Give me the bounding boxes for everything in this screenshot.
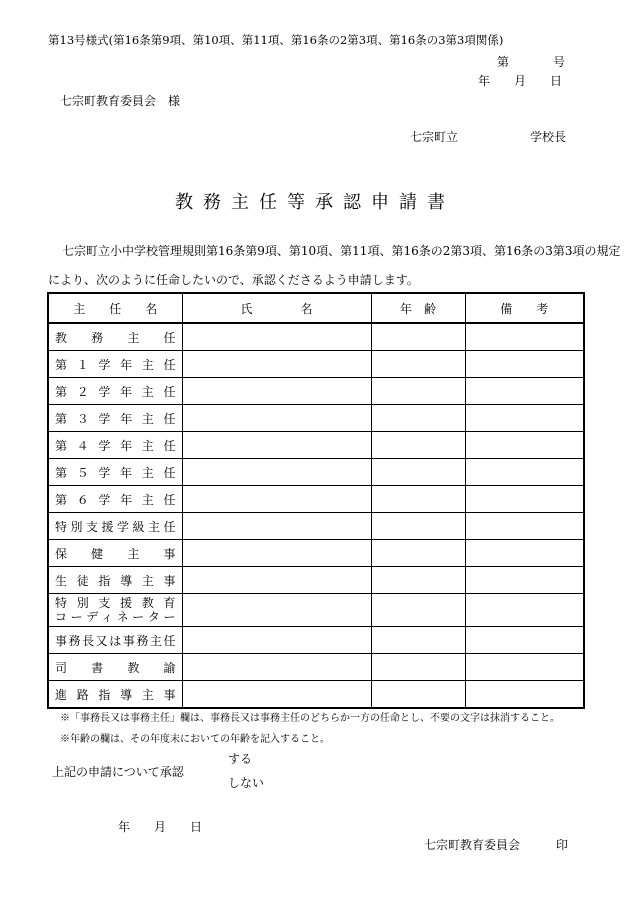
form-number: 第13号様式(第16条第9項、第10項、第11項、第16条の2第3項、第16条の3第3項関係)	[48, 33, 504, 47]
name-cell[interactable]	[182, 567, 371, 594]
role-cell: 第２学年主任	[48, 378, 182, 405]
name-cell[interactable]	[182, 378, 371, 405]
remarks-cell[interactable]	[465, 351, 584, 378]
table-row	[48, 323, 584, 351]
remarks-cell[interactable]	[465, 459, 584, 486]
role-cell: 生徒指導主事	[48, 567, 182, 594]
table-row	[48, 486, 584, 513]
remarks-cell[interactable]	[465, 405, 584, 432]
header-age: 年 齢	[371, 293, 465, 323]
table-row	[48, 627, 584, 654]
role-cell: 教務主任	[48, 323, 182, 351]
age-cell[interactable]	[371, 594, 465, 627]
role-cell: 司書教諭	[48, 654, 182, 681]
age-cell[interactable]	[371, 459, 465, 486]
table-row	[48, 351, 584, 378]
remarks-cell[interactable]	[465, 432, 584, 459]
remarks-cell[interactable]	[465, 654, 584, 681]
role-cell: 第６学年主任	[48, 486, 182, 513]
role-cell: 事務長又は事務主任	[48, 627, 182, 654]
role-cell: 第５学年主任	[48, 459, 182, 486]
role-cell: 第４学年主任	[48, 432, 182, 459]
age-cell[interactable]	[371, 513, 465, 540]
document-date: 年 月 日	[478, 74, 563, 88]
name-cell[interactable]	[182, 405, 371, 432]
age-cell[interactable]	[371, 654, 465, 681]
age-cell[interactable]	[371, 432, 465, 459]
name-cell[interactable]	[182, 654, 371, 681]
age-cell[interactable]	[371, 405, 465, 432]
remarks-cell[interactable]	[465, 378, 584, 405]
table-row	[48, 459, 584, 486]
name-cell[interactable]	[182, 594, 371, 627]
remarks-cell[interactable]	[465, 567, 584, 594]
applicant-school-principal: 七宗町立 学校長	[410, 130, 567, 144]
name-cell[interactable]	[182, 513, 371, 540]
remarks-cell[interactable]	[465, 627, 584, 654]
age-cell[interactable]	[371, 540, 465, 567]
age-cell[interactable]	[371, 486, 465, 513]
age-cell[interactable]	[371, 567, 465, 594]
application-text-line-2: により、次のように任命したいので、承認くださるよう申請します。	[48, 273, 419, 287]
table-row	[48, 405, 584, 432]
role-cell: 第１学年主任	[48, 351, 182, 378]
name-cell[interactable]	[182, 681, 371, 709]
approval-option-yes[interactable]: する	[228, 752, 253, 766]
name-cell[interactable]	[182, 486, 371, 513]
document-number-suffix: 号	[553, 55, 566, 69]
role-cell: 進路指導主事	[48, 681, 182, 709]
age-cell[interactable]	[371, 378, 465, 405]
approval-label: 上記の申請について承認	[52, 765, 184, 779]
name-cell[interactable]	[182, 432, 371, 459]
header-remarks: 備 考	[465, 293, 584, 323]
appointment-table	[47, 292, 585, 709]
table-row	[48, 654, 584, 681]
role-cell-two-line	[48, 594, 182, 627]
name-cell[interactable]	[182, 323, 371, 351]
table-row	[48, 594, 584, 627]
document-number-prefix: 第	[497, 55, 510, 69]
name-cell[interactable]	[182, 627, 371, 654]
role-cell: 第３学年主任	[48, 405, 182, 432]
age-cell[interactable]	[371, 627, 465, 654]
addressee: 七宗町教育委員会 様	[60, 94, 181, 108]
note-1: ※「事務長又は事務主任」欄は、事務長又は事務主任のどちらか一方の任命とし、不要の文字は抹消すること。	[60, 713, 560, 724]
age-cell[interactable]	[371, 681, 465, 709]
header-name: 氏 名	[182, 293, 371, 323]
note-2: ※年齢の欄は、その年度末においての年齢を記入すること。	[60, 734, 330, 745]
role-cell: 保健主事	[48, 540, 182, 567]
approval-option-no[interactable]: しない	[228, 776, 265, 790]
remarks-cell[interactable]	[465, 594, 584, 627]
remarks-cell[interactable]	[465, 486, 584, 513]
role-cell-line-2: コーディネーター	[55, 610, 176, 624]
role-cell-line-1: 特別支援教育	[55, 596, 176, 610]
age-cell[interactable]	[371, 323, 465, 351]
remarks-cell[interactable]	[465, 681, 584, 709]
remarks-cell[interactable]	[465, 323, 584, 351]
board-seal-line: 七宗町教育委員会 印	[424, 838, 569, 852]
remarks-cell[interactable]	[465, 513, 584, 540]
application-text-line-1: 七宗町立小中学校管理規則第16条第9項、第10項、第11項、第16条の2第3項、第16条の3第3項の規定	[62, 244, 621, 258]
name-cell[interactable]	[182, 459, 371, 486]
remarks-cell[interactable]	[465, 540, 584, 567]
table-row	[48, 378, 584, 405]
role-cell: 特別支援学級主任	[48, 513, 182, 540]
table-row	[48, 567, 584, 594]
table-row	[48, 432, 584, 459]
approval-date: 年 月 日	[118, 820, 203, 834]
table-row	[48, 513, 584, 540]
age-cell[interactable]	[371, 351, 465, 378]
table-header-row	[48, 293, 584, 323]
page-title: 教務主任等承認申請書	[175, 192, 455, 213]
name-cell[interactable]	[182, 351, 371, 378]
table-row	[48, 681, 584, 709]
document-number-line	[497, 53, 565, 70]
name-cell[interactable]	[182, 540, 371, 567]
table-row	[48, 540, 584, 567]
header-role: 主 任 名	[48, 293, 182, 323]
